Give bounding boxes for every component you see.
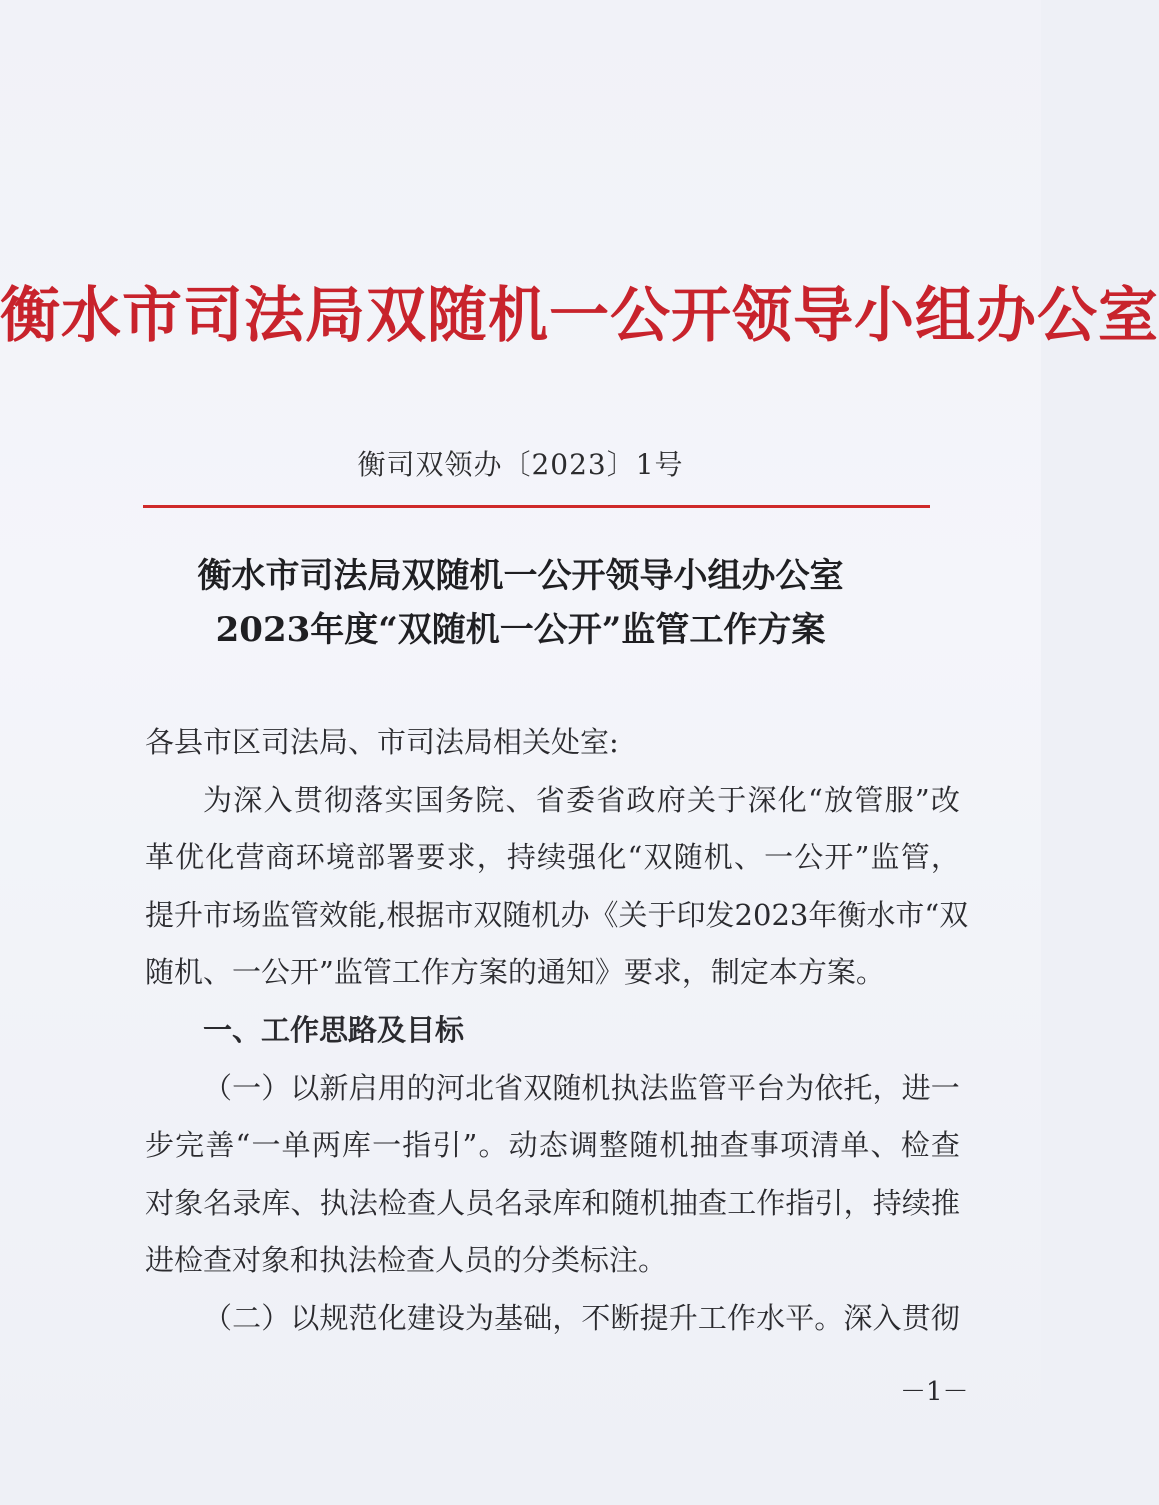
document-body: [145, 714, 969, 1348]
page-number: －1－: [900, 1377, 969, 1407]
document-number: 衡司双领办〔2023〕1号: [357, 448, 684, 481]
paragraph-1-line-3: 提 升 市 场 监 管 效 能 , 根 据 市 双 随 机 办 《 关 于 印 发 2 0 2 3 年 衡 水 市 “ 双: [145, 897, 969, 932]
document-title-line-2: 2023年度“双随机一公开”监管工作方案: [215, 610, 826, 650]
paragraph-2-line-1: （ 一 ） 以 新 启 用 的 河 北 省 双 随 机 执 法 监 管 平 台 为 依 托 ， 进 一: [203, 1070, 960, 1105]
salutation: 各县市区司法局、市司法局相关处室:: [145, 725, 619, 759]
paragraph-1-line-4: 随机、一公开”监管工作方案的通知》要求，制定本方案。: [145, 955, 885, 990]
paragraph-2-line-4: 进检查对象和执法检查人员的分类标注。: [145, 1243, 668, 1278]
issuing-office-title: 衡水市司法局双随机一公开领导小组办公室: [0, 281, 1159, 351]
paragraph-2-line-2: 步 完 善 “ 一 单 两 库 一 指 引 ” 。 动 态 调 整 随 机 抽 查 事 项 清 单 、 检 查: [145, 1128, 960, 1163]
section-1-heading: 一、工作思路及目标: [203, 1012, 465, 1047]
document-title-line-1: 衡水市司法局双随机一公开领导小组办公室: [197, 556, 844, 596]
paragraph-1-line-1: 为 深 入 贯 彻 落 实 国 务 院 、 省 委 省 政 府 关 于 深 化 “ 放 管 服 ” 改: [203, 782, 960, 817]
red-divider-line: [143, 505, 930, 508]
paragraph-1-line-2: 革 优 化 营 商 环 境 部 署 要 求 ， 持 续 强 化 “ 双 随 机 、 一 公 开 ” 监 管 ，: [145, 840, 960, 875]
paragraph-3-line-1: （ 二 ） 以 规 范 化 建 设 为 基 础 ， 不 断 提 升 工 作 水 平 。 深 入 贯 彻: [203, 1300, 960, 1335]
paragraph-2-line-3: 对 象 名 录 库 、 执 法 检 查 人 员 名 录 库 和 随 机 抽 查 工 作 指 引 ， 持 续 推: [145, 1185, 960, 1220]
